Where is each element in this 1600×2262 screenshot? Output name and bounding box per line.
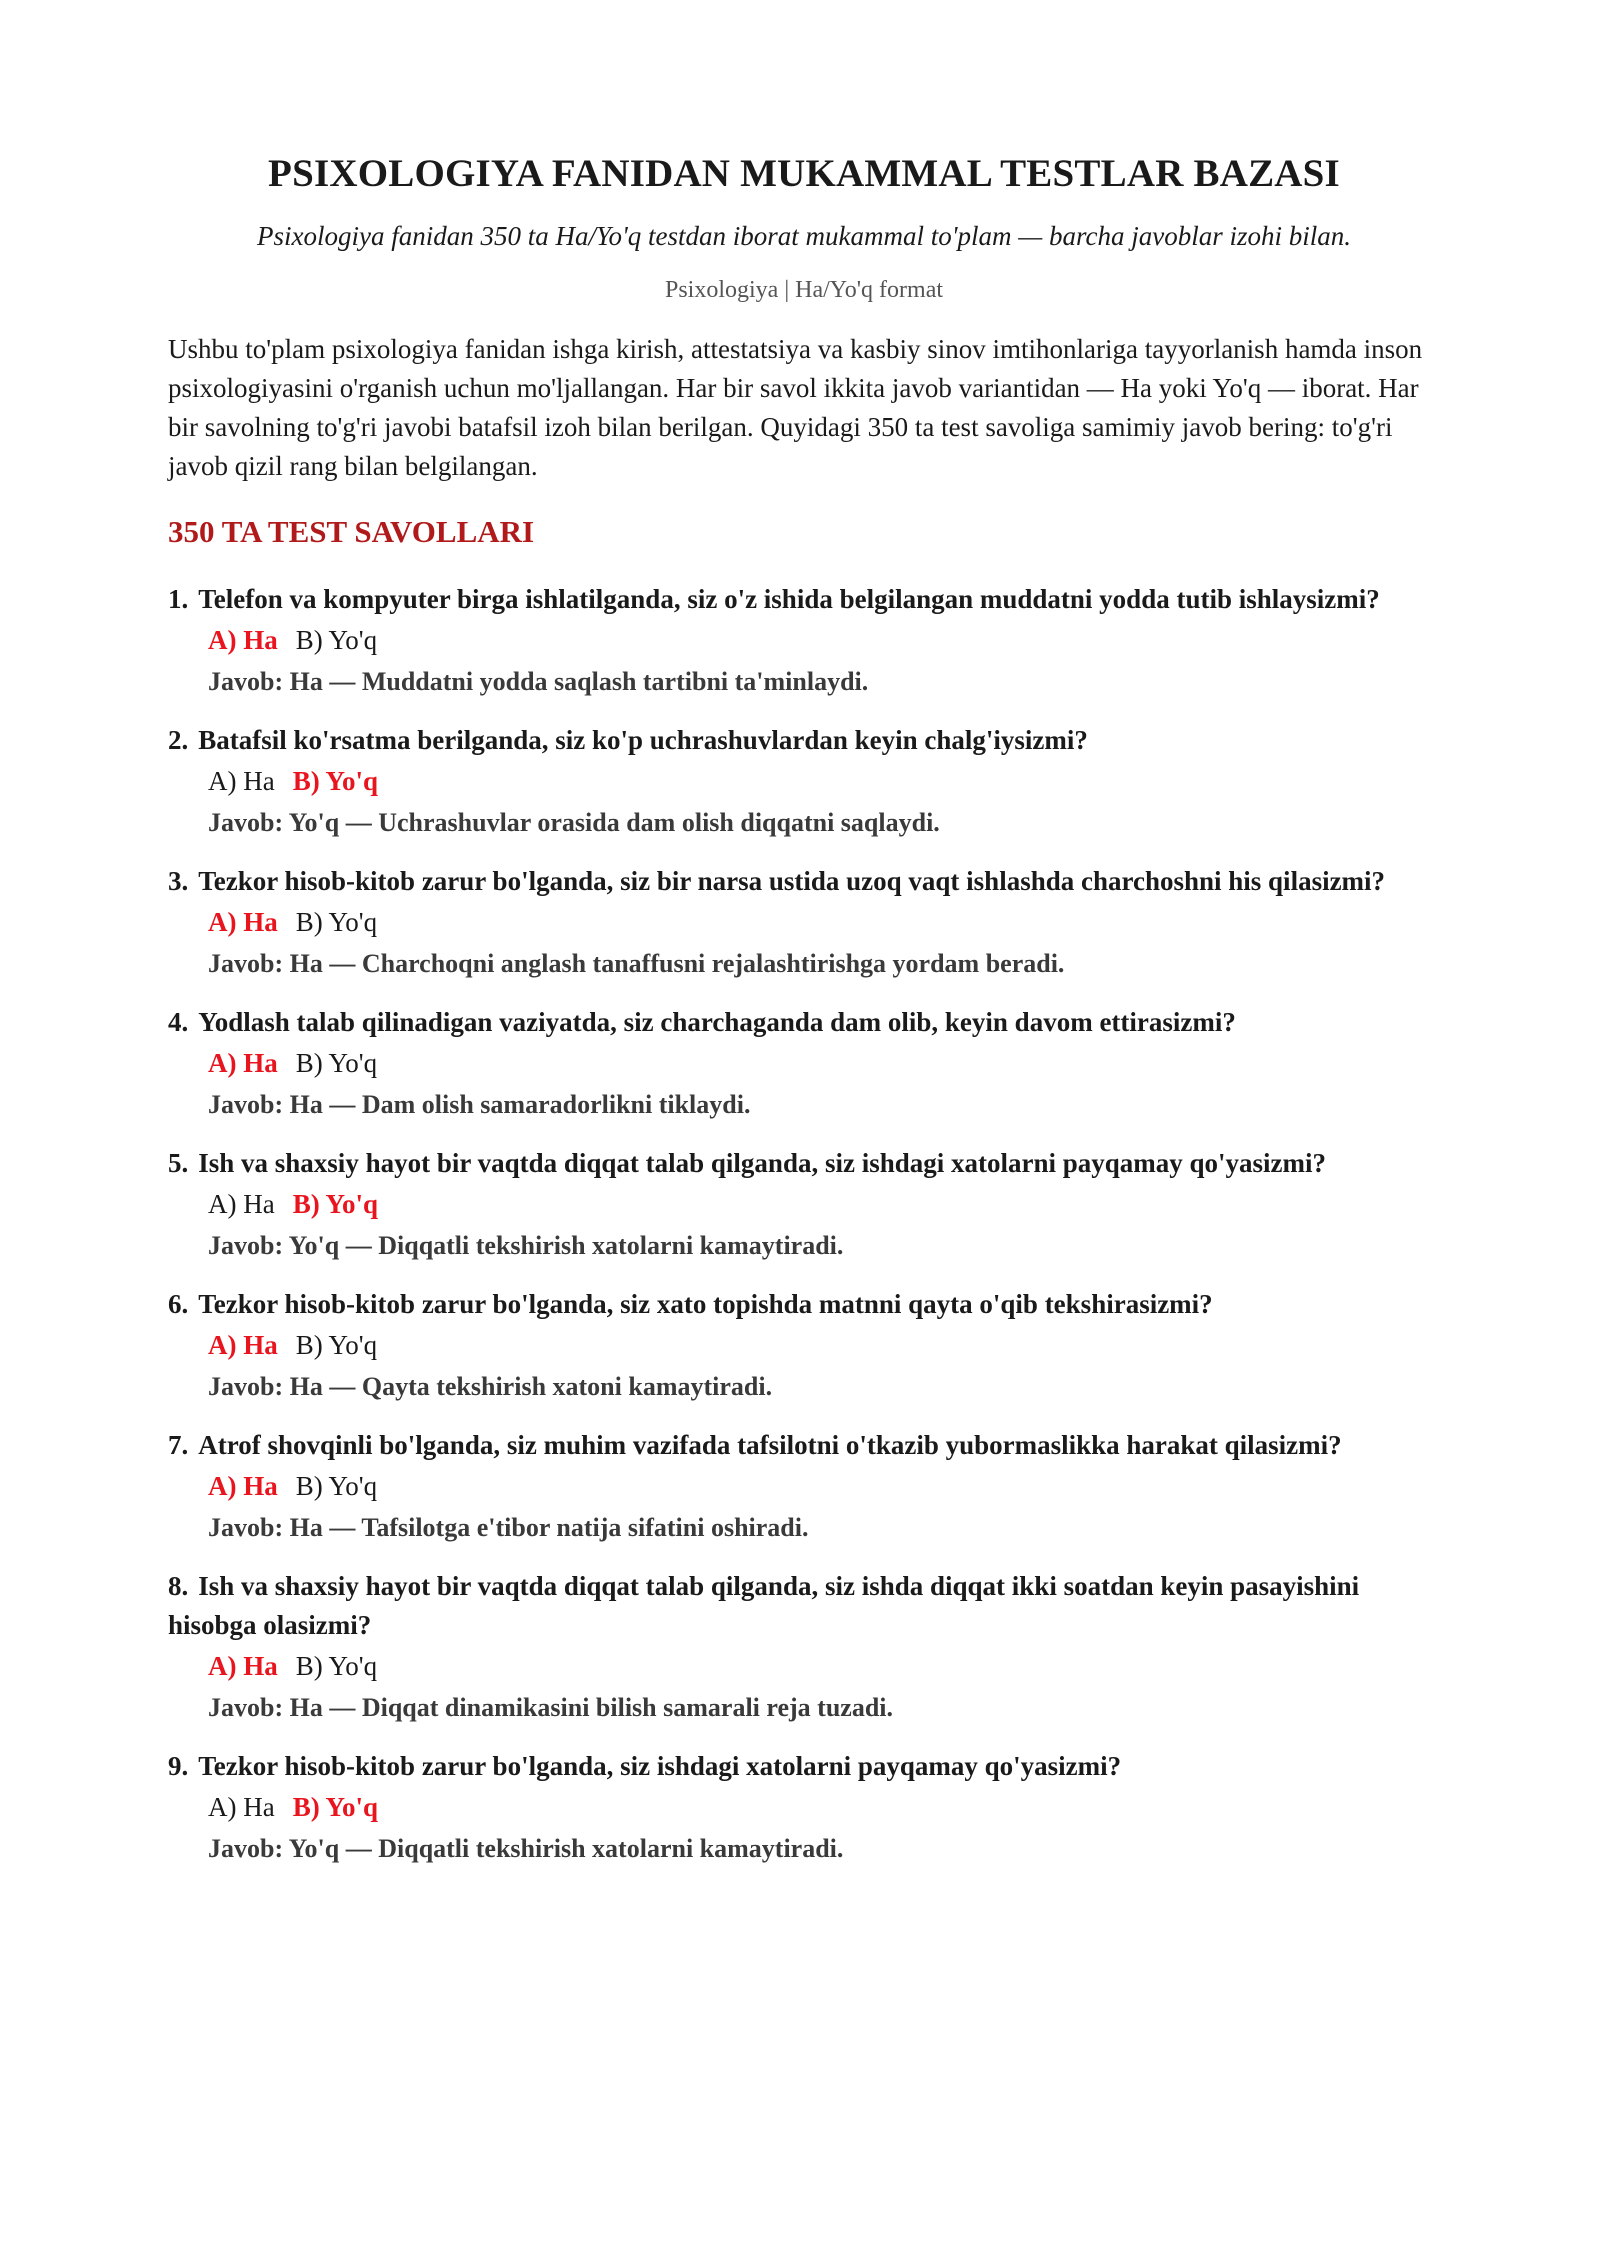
answer-explanation: Javob: Ha — Tafsilotga e'tibor natija sifatini oshiradi. — [208, 1513, 809, 1542]
question-text — [168, 1426, 1440, 1465]
question-label: Tezkor hisob-kitob zarur bo'lganda, siz ishdagi xatolarni payqamay qo'yasizmi? — [198, 1751, 1122, 1781]
answer-options — [168, 1183, 1440, 1225]
question-item — [168, 1144, 1440, 1267]
option-a: A) Ha — [208, 1048, 278, 1078]
question-number: 5. — [168, 1148, 189, 1178]
option-b: B) Yo'q — [292, 766, 379, 796]
question-text — [168, 1003, 1440, 1042]
question-item — [168, 580, 1440, 703]
option-b: B) Yo'q — [292, 1189, 379, 1219]
answer-options — [168, 1465, 1440, 1507]
option-b: B) Yo'q — [295, 1471, 378, 1501]
question-item — [168, 1003, 1440, 1126]
answer-explanation: Javob: Yo'q — Diqqatli tekshirish xatolarni kamaytiradi. — [208, 1231, 844, 1260]
document-title: PSIXOLOGIYA FANIDAN MUKAMMAL TESTLAR BAZASI — [268, 152, 1340, 195]
answer-options — [168, 760, 1440, 802]
answer-explanation: Javob: Yo'q — Diqqatli tekshirish xatolarni kamaytiradi. — [208, 1834, 844, 1863]
question-text — [168, 862, 1440, 901]
answer-explanation: Javob: Ha — Charchoqni anglash tanaffusni rejalashtirishga yordam beradi. — [208, 949, 1065, 978]
option-b: B) Yo'q — [295, 907, 378, 937]
document-meta: Psixologiya | Ha/Yo'q format — [664, 277, 944, 303]
question-label: Ish va shaxsiy hayot bir vaqtda diqqat talab qilganda, siz ishdagi xatolarni payqamay qo'yasizmi? — [198, 1148, 1327, 1178]
question-label: Tezkor hisob-kitob zarur bo'lganda, siz bir narsa ustida uzoq vaqt ishlashda charchoshni his qilasizmi? — [198, 866, 1386, 896]
answer-explanation: Javob: Ha — Dam olish samaradorlikni tiklaydi. — [208, 1090, 751, 1119]
option-b: B) Yo'q — [295, 1048, 378, 1078]
question-text — [168, 1285, 1440, 1324]
question-item — [168, 721, 1440, 844]
question-number: 4. — [168, 1007, 189, 1037]
question-item — [168, 1285, 1440, 1408]
question-label: Yodlash talab qilinadigan vaziyatda, siz charchaganda dam olib, keyin davom ettirasizmi? — [198, 1007, 1236, 1037]
question-number: 6. — [168, 1289, 189, 1319]
question-item — [168, 862, 1440, 985]
answer-options — [168, 619, 1440, 661]
question-number: 7. — [168, 1430, 189, 1460]
option-a: A) Ha — [208, 1330, 278, 1360]
question-number: 9. — [168, 1751, 189, 1781]
question-text — [168, 1567, 1440, 1645]
question-number: 8. — [168, 1571, 189, 1601]
question-label: Atrof shovqinli bo'lganda, siz muhim vazifada tafsilotni o'tkazib yubormaslikka harakat qilasizmi? — [198, 1430, 1342, 1460]
option-b: B) Yo'q — [292, 1792, 379, 1822]
answer-explanation: Javob: Ha — Diqqat dinamikasini bilish samarali reja tuzadi. — [208, 1693, 894, 1722]
question-item — [168, 1426, 1440, 1549]
option-a: A) Ha — [208, 1792, 275, 1822]
answer-options — [168, 1645, 1440, 1687]
option-a: A) Ha — [208, 1189, 275, 1219]
option-b: B) Yo'q — [295, 625, 378, 655]
question-label: Batafsil ko'rsatma berilganda, siz ko'p uchrashuvlardan keyin chalg'iysizmi? — [198, 725, 1088, 755]
option-a: A) Ha — [208, 1471, 278, 1501]
answer-options — [168, 1042, 1440, 1084]
answer-explanation: Javob: Ha — Muddatni yodda saqlash tartibni ta'minlaydi. — [208, 667, 869, 696]
option-b: B) Yo'q — [295, 1330, 378, 1360]
question-text — [168, 1747, 1440, 1786]
option-a: A) Ha — [208, 625, 278, 655]
question-item — [168, 1567, 1440, 1729]
section-heading: 350 TA TEST SAVOLLARI — [168, 514, 535, 549]
question-text — [168, 580, 1440, 619]
answer-explanation: Javob: Yo'q — Uchrashuvlar orasida dam olish diqqatni saqlaydi. — [208, 808, 940, 837]
option-a: A) Ha — [208, 1651, 278, 1681]
question-label: Ish va shaxsiy hayot bir vaqtda diqqat talab qilganda, siz ishda diqqat ikki soatdan keyin pasayishini hisobga olasizmi? — [168, 1571, 1360, 1640]
question-number: 3. — [168, 866, 189, 896]
question-label: Tezkor hisob-kitob zarur bo'lganda, siz xato topishda matnni qayta o'qib tekshirasizmi? — [198, 1289, 1213, 1319]
option-a: A) Ha — [208, 766, 275, 796]
answer-options — [168, 1324, 1440, 1366]
option-a: A) Ha — [208, 907, 278, 937]
intro-paragraph: Ushbu to'plam psixologiya fanidan ishga kirish, attestatsiya va kasbiy sinov imtihonlariga tayyorlanish hamda inson psixologiyasini o'rganish uchun mo'ljallangan. Har bir savol ikkita javob variantidan — Ha yoki Yo'q — iborat. Har bir savolning to'g'ri javobi batafsil izoh bilan berilgan. Quyidagi 350 ta test savoliga samimiy javob bering: to'g'ri javob qizil rang bilan belgilangan. — [168, 334, 1423, 481]
question-list — [168, 580, 1440, 1870]
option-b: B) Yo'q — [295, 1651, 378, 1681]
question-text — [168, 1144, 1440, 1183]
answer-explanation: Javob: Ha — Qayta tekshirish xatoni kamaytiradi. — [208, 1372, 773, 1401]
answer-options — [168, 1786, 1440, 1828]
question-label: Telefon va kompyuter birga ishlatilganda, siz o'z ishida belgilangan muddatni yodda tutib ishlaysizmi? — [198, 584, 1380, 614]
answer-options — [168, 901, 1440, 943]
question-item — [168, 1747, 1440, 1870]
question-number: 2. — [168, 725, 189, 755]
question-number: 1. — [168, 584, 189, 614]
document-subtitle: Psixologiya fanidan 350 ta Ha/Yo'q testdan iborat mukammal to'plam — barcha javoblar izohi bilan. — [256, 221, 1352, 251]
question-text — [168, 721, 1440, 760]
